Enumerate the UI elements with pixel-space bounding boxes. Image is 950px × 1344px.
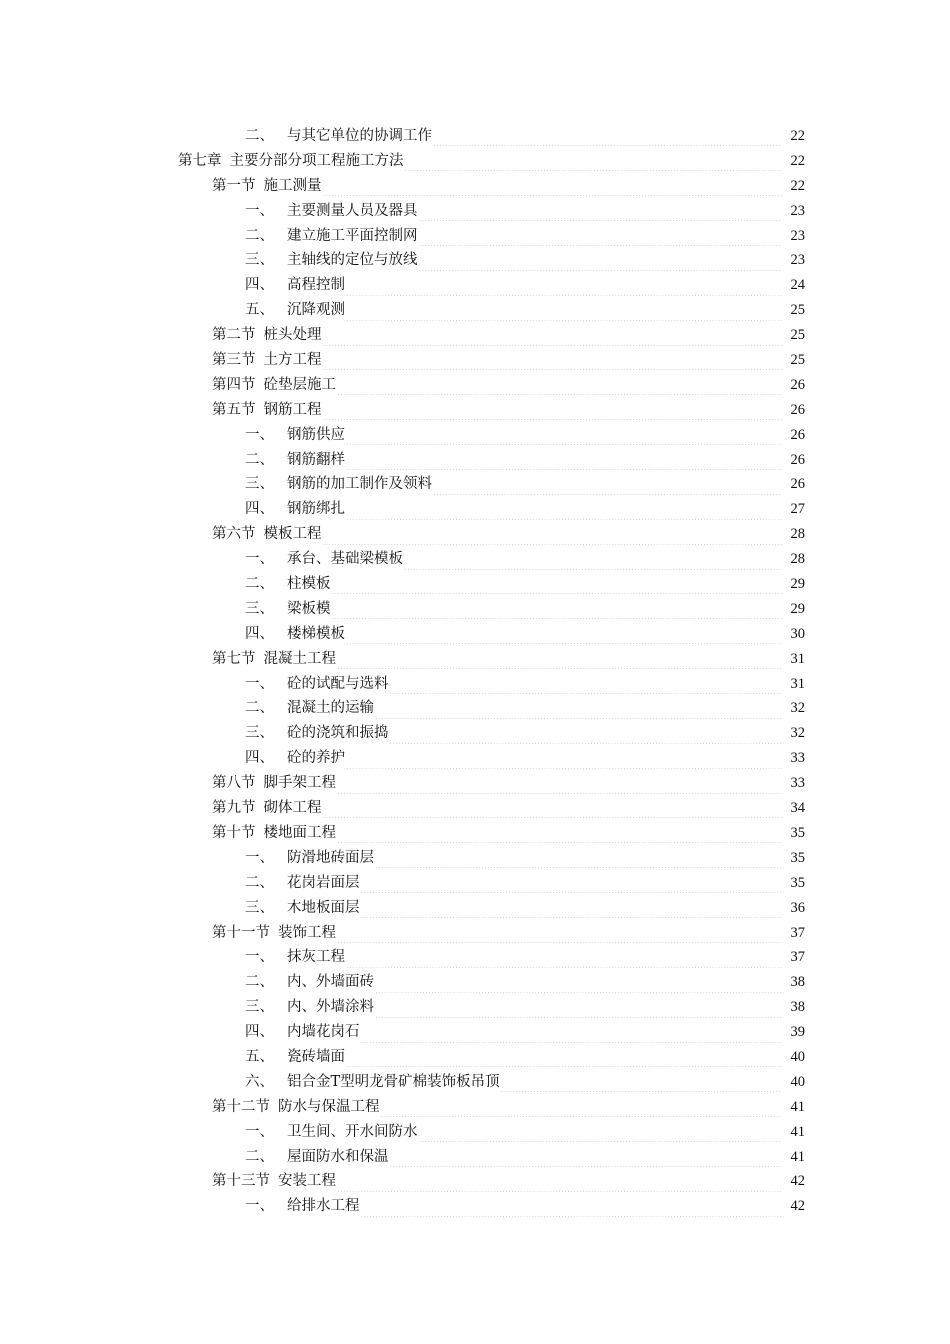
toc-entry[interactable]: [0, 423, 950, 448]
toc-entry-page-number: 31: [790, 675, 805, 692]
dot-leader: [346, 1053, 782, 1067]
dot-leader: [433, 481, 782, 495]
toc-entry-title: 与其它单位的协调工作: [287, 128, 432, 144]
toc-entry-page-number: 37: [790, 924, 805, 941]
dot-leader: [419, 1128, 783, 1142]
toc-entry[interactable]: [0, 696, 950, 721]
toc-entry[interactable]: [0, 1020, 950, 1045]
toc-entry-page-number: 33: [790, 750, 805, 767]
toc-entry-number: 第八节: [212, 775, 256, 792]
toc-entry[interactable]: [0, 273, 950, 298]
toc-entry-number: 六、: [245, 1073, 274, 1090]
toc-entry-number: 四、: [245, 750, 274, 767]
toc-entry-number: 三、: [245, 725, 274, 742]
toc-entry[interactable]: [0, 124, 950, 149]
toc-entry-number: 第七节: [212, 650, 256, 667]
toc-entry-page-number: 26: [790, 426, 805, 443]
toc-entry-title: 瓷砖墙面: [287, 1048, 345, 1065]
toc-entry-page-number: 30: [790, 625, 805, 642]
dot-leader: [381, 1103, 783, 1117]
toc-entry-number: 第十三节: [212, 1173, 270, 1190]
toc-entry-page-number: 23: [790, 252, 805, 269]
toc-entry-title: 高程控制: [287, 277, 345, 294]
dot-leader: [346, 630, 782, 644]
toc-entry-page-number: 23: [790, 202, 805, 219]
toc-entry[interactable]: [0, 771, 950, 796]
toc-entry[interactable]: [0, 647, 950, 672]
toc-entry[interactable]: [0, 248, 950, 273]
dot-leader: [337, 381, 782, 395]
toc-entry-number: 二、: [245, 576, 274, 593]
toc-entry-number: 三、: [245, 899, 274, 916]
toc-entry-title: 建立施工平面控制网: [287, 227, 418, 244]
toc-entry-number: 第九节: [212, 800, 256, 817]
toc-entry-number: 四、: [245, 501, 274, 518]
toc-entry-page-number: 26: [790, 401, 805, 418]
toc-entry-page-number: 26: [790, 451, 805, 468]
toc-entry[interactable]: [0, 1120, 950, 1145]
toc-entry-title: 钢筋工程: [263, 401, 322, 418]
toc-entry-title: 给排水工程: [287, 1198, 360, 1215]
dot-leader: [346, 456, 782, 470]
dot-leader: [375, 979, 782, 993]
toc-entry-page-number: 41: [790, 1098, 805, 1115]
toc-entry[interactable]: [0, 522, 950, 547]
toc-entry-page-number: 42: [790, 1198, 805, 1215]
toc-entry-number: 五、: [245, 1048, 274, 1065]
toc-entry-title: 铝合金T型明龙骨矿棉装饰板吊顶: [287, 1073, 500, 1090]
dot-leader: [323, 332, 783, 346]
toc-entry-number: 三、: [245, 600, 274, 617]
toc-entry-number: 二、: [245, 700, 274, 717]
toc-entry-title: 模板工程: [263, 526, 322, 543]
toc-entry[interactable]: [0, 672, 950, 697]
dot-leader: [405, 157, 783, 171]
toc-entry[interactable]: [0, 821, 950, 846]
toc-entry-number: 三、: [245, 252, 274, 269]
toc-entry-title: 承台、基础梁模板: [287, 551, 403, 568]
toc-entry-title: 沉降观测: [287, 302, 345, 319]
toc-entry-number: 第六节: [212, 526, 256, 543]
toc-entry-title: 钢筋翻样: [287, 451, 345, 468]
toc-entry-number: 二、: [245, 1148, 274, 1165]
dot-leader: [346, 954, 782, 968]
dot-leader: [337, 780, 782, 794]
toc-entry-title: 抹灰工程: [287, 949, 345, 966]
toc-entry[interactable]: [0, 224, 950, 249]
dot-leader: [501, 1078, 782, 1092]
toc-entry-number: 一、: [245, 849, 274, 866]
toc-entry[interactable]: [0, 149, 950, 174]
toc-entry-page-number: 23: [790, 227, 805, 244]
toc-entry-page-number: 26: [790, 376, 805, 393]
dot-leader: [361, 1029, 783, 1043]
toc-entry-title: 屋面防水和保温: [287, 1148, 389, 1165]
toc-entry-number: 四、: [245, 277, 274, 294]
dot-leader: [337, 929, 782, 943]
toc-entry[interactable]: [0, 721, 950, 746]
toc-entry[interactable]: [0, 572, 950, 597]
toc-entry-title: 内墙花岗石: [287, 1024, 360, 1041]
toc-entry-page-number: 32: [790, 700, 805, 717]
toc-entry-title: 楼地面工程: [263, 824, 336, 841]
toc-entry-number: 第二节: [212, 327, 256, 344]
toc-entry-page-number: 38: [790, 974, 805, 991]
toc-entry-title: 桩头处理: [263, 327, 322, 344]
dot-leader: [332, 580, 783, 594]
toc-entry-number: 二、: [245, 451, 274, 468]
toc-entry[interactable]: [0, 896, 950, 921]
toc-entry-page-number: 31: [790, 650, 805, 667]
dot-leader: [433, 132, 782, 146]
toc-entry-title: 防滑地砖面层: [287, 849, 374, 866]
toc-entry[interactable]: [0, 1070, 950, 1095]
toc-entry[interactable]: [0, 199, 950, 224]
toc-entry-page-number: 41: [790, 1148, 805, 1165]
toc-entry-number: 一、: [245, 426, 274, 443]
toc-entry-title: 主轴线的定位与放线: [287, 252, 418, 269]
toc-entry-number: 二、: [245, 227, 274, 244]
toc-entry-page-number: 35: [790, 824, 805, 841]
toc-entry-page-number: 28: [790, 526, 805, 543]
toc-entry-title: 花岗岩面层: [287, 874, 360, 891]
toc-entry-page-number: 22: [790, 128, 805, 144]
toc-entry-number: 一、: [245, 1198, 274, 1215]
dot-leader: [419, 232, 783, 246]
toc-entry-page-number: 37: [790, 949, 805, 966]
toc-entry-page-number: 25: [790, 352, 805, 369]
toc-entry[interactable]: [0, 547, 950, 572]
toc-entry-number: 第三节: [212, 352, 256, 369]
toc-entry-page-number: 32: [790, 725, 805, 742]
toc-entry-title: 主要分部分项工程施工方法: [229, 152, 404, 169]
toc-entry-title: 楼梯模板: [287, 625, 345, 642]
toc-entry-title: 土方工程: [263, 352, 322, 369]
toc-entry-number: 一、: [245, 202, 274, 219]
toc-entry[interactable]: [0, 323, 950, 348]
toc-entry[interactable]: [0, 472, 950, 497]
toc-entry-page-number: 41: [790, 1123, 805, 1140]
toc-entry-number: 五、: [245, 302, 274, 319]
dot-leader: [419, 257, 783, 271]
toc-entry[interactable]: [0, 921, 950, 946]
toc-entry-number: 第七章: [178, 152, 222, 169]
toc-entry-number: 二、: [245, 128, 274, 144]
toc-entry-title: 主要测量人员及器具: [287, 202, 418, 219]
toc-entry-page-number: 35: [790, 874, 805, 891]
dot-leader: [323, 406, 783, 420]
dot-leader: [332, 605, 783, 619]
toc-entry[interactable]: [0, 348, 950, 373]
toc-entry-title: 柱模板: [287, 576, 331, 593]
toc-entry[interactable]: [0, 846, 950, 871]
toc-entry-page-number: 33: [790, 775, 805, 792]
toc-entry[interactable]: [0, 1169, 950, 1194]
dot-leader: [323, 356, 783, 370]
toc-entry-number: 第五节: [212, 401, 256, 418]
toc-entry-page-number: 38: [790, 999, 805, 1016]
dot-leader: [390, 730, 783, 744]
toc-entry-number: 一、: [245, 675, 274, 692]
toc-entry[interactable]: [0, 174, 950, 199]
toc-entry-page-number: 22: [790, 177, 805, 194]
dot-leader: [337, 655, 782, 669]
toc-entry-title: 钢筋的加工制作及领料: [287, 476, 432, 493]
toc-entry[interactable]: [0, 995, 950, 1020]
toc-entry-title: 安装工程: [278, 1173, 336, 1190]
dot-leader: [323, 531, 783, 545]
toc-entry-number: 第十节: [212, 824, 256, 841]
toc-entry-title: 砼的养护: [287, 750, 345, 767]
toc-entry-number: 一、: [245, 551, 274, 568]
toc-entry[interactable]: [0, 597, 950, 622]
toc-entry[interactable]: [0, 796, 950, 821]
toc-entry-title: 木地板面层: [287, 899, 360, 916]
toc-entry[interactable]: [0, 970, 950, 995]
toc-entry-title: 内、外墙涂料: [287, 999, 374, 1016]
toc-entry[interactable]: [0, 871, 950, 896]
dot-leader: [375, 1004, 782, 1018]
toc-entry-page-number: 36: [790, 899, 805, 916]
dot-leader: [375, 705, 782, 719]
toc-entry-title: 混凝土工程: [263, 650, 336, 667]
dot-leader: [346, 755, 782, 769]
dot-leader: [337, 1178, 782, 1192]
toc-entry-title: 施工测量: [263, 177, 322, 194]
toc-entry-page-number: 35: [790, 849, 805, 866]
toc-entry-title: 脚手架工程: [263, 775, 336, 792]
toc-entry[interactable]: [0, 945, 950, 970]
toc-entry-number: 二、: [245, 974, 274, 991]
toc-entry-page-number: 27: [790, 501, 805, 518]
table-of-contents: [0, 124, 950, 1219]
dot-leader: [390, 680, 783, 694]
toc-entry-number: 第十二节: [212, 1098, 270, 1115]
toc-entry-title: 防水与保温工程: [278, 1098, 380, 1115]
toc-entry-title: 混凝土的运输: [287, 700, 374, 717]
dot-leader: [346, 307, 782, 321]
toc-entry-number: 第四节: [212, 376, 256, 393]
toc-entry[interactable]: [0, 497, 950, 522]
dot-leader: [346, 282, 782, 296]
toc-entry-page-number: 42: [790, 1173, 805, 1190]
toc-entry[interactable]: [0, 398, 950, 423]
toc-entry[interactable]: [0, 1194, 950, 1219]
toc-entry[interactable]: [0, 373, 950, 398]
toc-entry[interactable]: [0, 1095, 950, 1120]
toc-entry-title: 梁板模: [287, 600, 331, 617]
toc-entry-page-number: 28: [790, 551, 805, 568]
dot-leader: [361, 904, 783, 918]
dot-leader: [404, 556, 782, 570]
dot-leader: [323, 182, 783, 196]
toc-entry-title: 砼的浇筑和振捣: [287, 725, 389, 742]
dot-leader: [361, 879, 783, 893]
toc-entry-page-number: 40: [790, 1073, 805, 1090]
toc-entry-page-number: 24: [790, 277, 805, 294]
toc-entry[interactable]: [0, 1145, 950, 1170]
toc-entry-number: 第一节: [212, 177, 256, 194]
toc-entry-title: 砼的试配与选料: [287, 675, 389, 692]
toc-entry-page-number: 40: [790, 1048, 805, 1065]
toc-entry-title: 钢筋供应: [287, 426, 345, 443]
toc-entry[interactable]: [0, 298, 950, 323]
toc-entry[interactable]: [0, 622, 950, 647]
toc-entry-page-number: 39: [790, 1024, 805, 1041]
toc-entry-title: 砼垫层施工: [263, 376, 336, 393]
toc-entry-page-number: 29: [790, 576, 805, 593]
toc-entry-page-number: 22: [790, 152, 805, 169]
toc-entry-title: 钢筋绑扎: [287, 501, 345, 518]
dot-leader: [375, 854, 782, 868]
toc-entry-number: 一、: [245, 1123, 274, 1140]
dot-leader: [419, 207, 783, 221]
toc-entry-number: 四、: [245, 625, 274, 642]
toc-entry[interactable]: [0, 746, 950, 771]
dot-leader: [323, 804, 783, 818]
dot-leader: [390, 1153, 783, 1167]
toc-entry-number: 三、: [245, 999, 274, 1016]
toc-entry-page-number: 25: [790, 327, 805, 344]
toc-entry-title: 内、外墙面砖: [287, 974, 374, 991]
toc-entry-page-number: 25: [790, 302, 805, 319]
toc-entry-page-number: 26: [790, 476, 805, 493]
toc-entry-title: 装饰工程: [278, 924, 336, 941]
toc-entry[interactable]: [0, 1045, 950, 1070]
toc-entry-title: 砌体工程: [263, 800, 322, 817]
dot-leader: [346, 431, 782, 445]
toc-entry-number: 一、: [245, 949, 274, 966]
toc-entry-number: 二、: [245, 874, 274, 891]
dot-leader: [361, 1203, 783, 1217]
dot-leader: [346, 506, 782, 520]
toc-entry-title: 卫生间、开水间防水: [287, 1123, 418, 1140]
toc-entry-page-number: 34: [790, 800, 805, 817]
toc-entry-number: 第十一节: [212, 924, 270, 941]
dot-leader: [337, 829, 782, 843]
toc-entry-number: 三、: [245, 476, 274, 493]
toc-entry-number: 四、: [245, 1024, 274, 1041]
toc-entry-page-number: 29: [790, 600, 805, 617]
toc-entry[interactable]: [0, 448, 950, 473]
